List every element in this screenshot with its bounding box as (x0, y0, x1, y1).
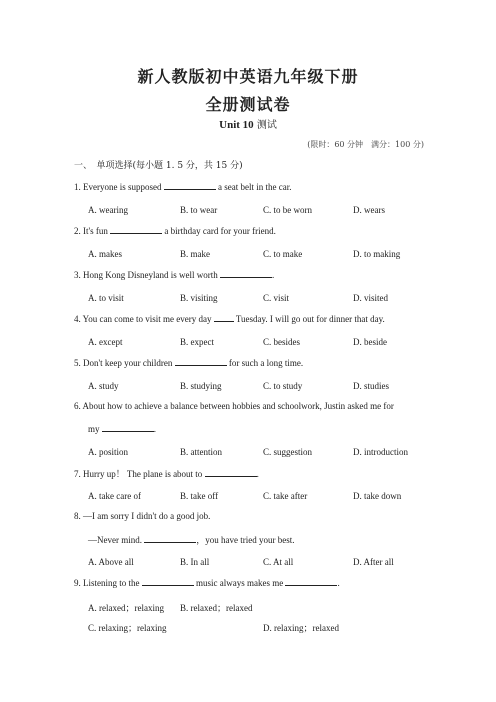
option-a: A. makes (88, 249, 122, 259)
answer-blank (285, 577, 337, 586)
option-d: D. visited (353, 293, 388, 303)
option-d: D. After all (353, 557, 394, 567)
answer-blank (164, 181, 216, 190)
option-a: A. take care of (88, 491, 141, 501)
option-b: B. attention (180, 447, 222, 457)
answer-blank (220, 269, 272, 278)
question-8-line2: —Never mind. ，you have tried your best. (88, 535, 295, 545)
answer-blank (142, 577, 194, 586)
question-7: 7. Hurry up！ The plane is about to . (74, 469, 259, 479)
option-d: D. introduction (353, 447, 408, 457)
option-c: C. suggestion (263, 447, 313, 457)
question-1: 1. Everyone is supposed a seat belt in the car. (74, 182, 292, 192)
question-9: 9. Listening to the music always makes me . (74, 578, 340, 588)
answer-blank (205, 468, 257, 477)
sub-title: 全册测试卷 (205, 95, 291, 114)
question-2: 2. It's fun a birthday card for your friend. (74, 226, 276, 236)
option-a: A. position (88, 447, 129, 457)
option-c: C. to make (263, 249, 303, 259)
option-a: A. Above all (88, 557, 134, 567)
option-a: A. relaxed；relaxing (88, 603, 164, 613)
option-d: D. to making (353, 249, 401, 259)
option-a: A. study (88, 381, 119, 391)
option-a: A. to visit (88, 293, 124, 303)
unit-title (0, 116, 496, 131)
option-c: C. take after (263, 491, 308, 501)
option-d: D. take down (353, 491, 402, 501)
option-c: C. relaxing；relaxing (88, 623, 167, 633)
answer-blank (110, 225, 162, 234)
option-d: D. beside (353, 337, 387, 347)
option-b: B. to wear (180, 205, 218, 215)
option-b: B. make (180, 249, 210, 259)
unit-suffix: 测试 (256, 120, 277, 131)
option-c: C. to study (263, 381, 303, 391)
option-a: A. wearing (88, 205, 128, 215)
question-3: 3. Hong Kong Disneyland is well worth . (74, 270, 275, 280)
option-b: B. visiting (180, 293, 218, 303)
unit-label: Unit 10 (219, 119, 254, 131)
option-b: B. take off (180, 491, 219, 501)
main-title: 新人教版初中英语九年级下册 (137, 67, 359, 86)
option-c: C. At all (263, 557, 294, 567)
option-d: D. studies (353, 381, 389, 391)
answer-blank (175, 357, 227, 366)
option-b: B. relaxed；relaxed (180, 603, 253, 613)
option-b: B. In all (180, 557, 210, 567)
option-c: C. besides (263, 337, 300, 347)
question-8: 8. —I am sorry I didn't do a good job. (74, 511, 211, 521)
option-d: D. relaxing；relaxed (263, 623, 339, 633)
question-6-line2: my . (88, 424, 157, 434)
option-a: A. except (88, 337, 123, 347)
time-limit: (限时：60 分钟 满分：100 分) (307, 140, 424, 149)
option-c: C. to be worn (263, 205, 312, 215)
option-d: D. wears (353, 205, 385, 215)
option-b: B. expect (180, 337, 214, 347)
section-heading: 一、 单项选择(每小题 1. 5 分，共 15 分) (74, 161, 243, 171)
option-c: C. visit (263, 293, 290, 303)
answer-blank (144, 534, 196, 543)
question-4: 4. You can come to visit me every day Tuesday. I will go out for dinner that day. (74, 314, 385, 324)
answer-blank (214, 313, 234, 322)
question-5: 5. Don't keep your children for such a long time. (74, 358, 304, 368)
question-6: 6. About how to achieve a balance between hobbies and schoolwork, Justin asked me for (74, 401, 394, 411)
answer-blank (102, 423, 154, 432)
option-b: B. studying (180, 381, 222, 391)
